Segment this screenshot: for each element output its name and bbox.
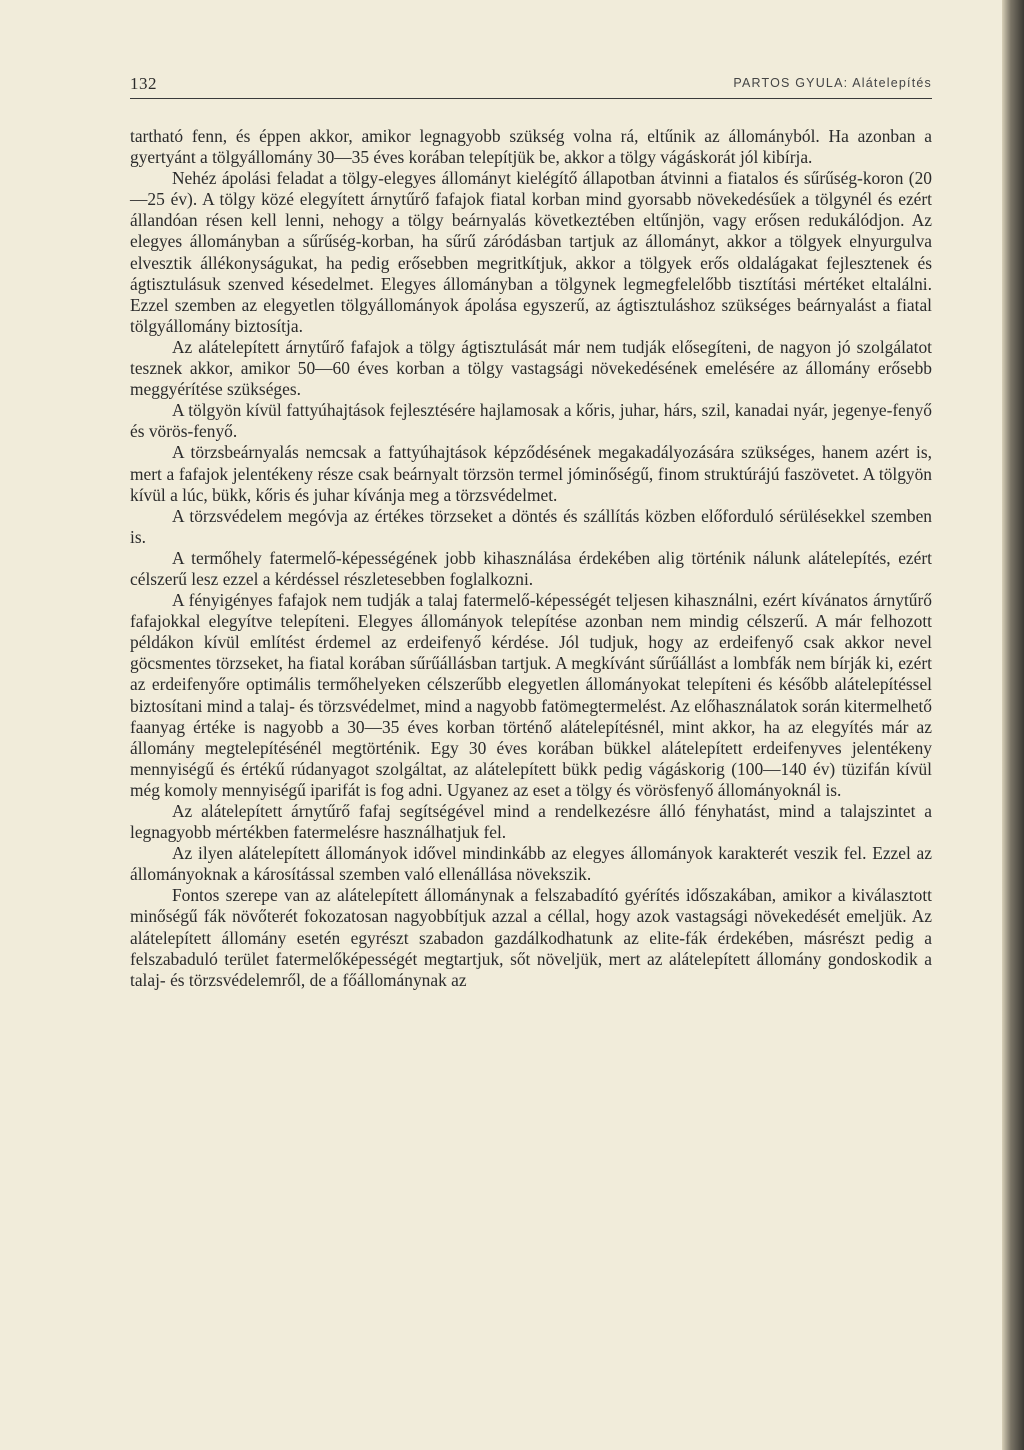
paragraph: A tölgyön kívül fattyúhajtások fejlesztésére hajlamosak a kőris, juhar, hárs, szil, kanadai nyár, jegenye-fenyő és vörös-fenyő. <box>130 400 932 442</box>
running-head: PARTOS GYULA: Alátelepítés <box>733 76 932 90</box>
paragraph: Az ilyen alátelepített állományok idővel mindinkább az elegyes állományok karakterét veszik fel. Ezzel az állományoknak a károsítással szemben való ellenállása növekszik. <box>130 843 932 885</box>
paragraph: Fontos szerepe van az alátelepített állománynak a felszabadító gyérítés időszakában, amikor a kiválasztott minőségű fák növőterét fokozatosan nagyobbítjuk azzal a céllal, hogy azok vastagsági növekedését emeljük. Az alátelepített állomány esetén egyrészt szabadon gazdálkodhatunk az elite-fák érdekében, másrészt pedig a felszabaduló terület fatermelőképességét megtartjuk, sőt növeljük, mert az alátelepített állomány gondoskodik a talaj- és törzsvédelemről, de a főállománynak az <box>130 885 932 990</box>
paragraph: A fényigényes fafajok nem tudják a talaj fatermelő-képességét teljesen kihasználni, ezért kívánatos árnytűrő fafajokkal elegyítve telepíteni. Elegyes állományok telepítése azonban nem mindig célszerű. A már felhozott példákon kívül említést érdemel az erdeifenyő kérdése. Jól tudjuk, hogy az erdeifenyő csak akkor nevel göcsmentes törzseket, ha fiatal korában sűrűállásban tartjuk. A megkívánt sűrűállást a lombfák nem bírják ki, ezért az erdeifenyőre optimális termőhelyeken célszerűbb elegyetlen állományokat telepíteni és később alátelepítéssel biztosítani mind a talaj- és törzsvédelmet, mind a nagyobb fatömegtermelést. Az előhasználatok során kitermelhető faanyag értéke is nagyobb a 30—35 éves korban történő alátelepítésnél, mint akkor, ha az elegyítés már az állomány megtelepítésénél megtörténik. Egy 30 éves korában bükkel alátelepített erdeifenyves jelentékeny mennyiségű és értékű rúdanyagot szolgáltat, az alátelepített bükk pedig vágáskorig (100—140 év) tüzifán kívül még komoly mennyiségű iparifát is fog adni. Ugyanez az eset a tölgy és vörösfenyő állományoknál is. <box>130 590 932 800</box>
page-edge-shadow <box>1002 0 1024 1450</box>
paragraph: Nehéz ápolási feladat a tölgy-elegyes állományt kielégítő állapotban átvinni a fiatalos és sűrűség-koron (20—25 év). A tölgy közé elegyített árnytűrő fafajok fiatal korban mind gyorsabb növekedésűek a tölgynél és ezért állandóan résen kell lenni, nehogy a tölgy beárnyalás következtében eltűnjön, vagy erősen redukálódjon. Az elegyes állományban a sűrűség-korban, ha sűrű záródásban tartjuk az állományt, akkor a tölgyek elnyurgulva elvesztik állékonyságukat, ha pedig erősebben megritkítjuk, akkor a tölgyek erős oldalágakat fejlesztenek és ágtisztulásuk szenved késedelmet. Elegyes állományban a tölgynek legmegfelelőbb tisztítási mértéket eltalálni. Ezzel szemben az elegyetlen tölgyállományok ápolása egyszerű, az ágtisztuláshoz szükséges beárnyalást a fiatal tölgyállomány biztosítja. <box>130 168 932 336</box>
paragraph: A termőhely fatermelő-képességének jobb kihasználása érdekében alig történik nálunk alátelepítés, ezért célszerű lesz ezzel a kérdéssel részletesebben foglalkozni. <box>130 547 932 589</box>
paragraph: A törzsvédelem megóvja az értékes törzseket a döntés és szállítás közben előforduló sérülésekkel szemben is. <box>130 505 932 547</box>
paragraph: Az alátelepített árnytűrő fafaj segítségével mind a rendelkezésre álló fényhatást, mind a talajszintet a legnagyobb mértékben fatermelésre használhatjuk fel. <box>130 801 932 843</box>
paragraph: tartható fenn, és éppen akkor, amikor legnagyobb szükség volna rá, eltűnik az állományból. Ha azonban a gyertyánt a tölgyállomány 30—35 éves korában telepítjük be, akkor a tölgy vágáskorát jól kibírja. <box>130 126 932 168</box>
paragraph: A törzsbeárnyalás nemcsak a fattyúhajtások képződésének megakadályozására szükséges, hanem azért is, mert a fafajok jelentékeny része csak beárnyalt törzsön termel jóminőségű, finom struktúrájú faszövetet. A tölgyön kívül a lúc, bükk, kőris és juhar kívánja meg a törzsvédelmet. <box>130 442 932 505</box>
body-text <box>130 126 932 991</box>
page-number: 132 <box>130 74 157 93</box>
paragraph: Az alátelepített árnytűrő fafajok a tölgy ágtisztulását már nem tudják elősegíteni, de nagyon jó szolgálatot tesznek akkor, amikor 50—60 éves korban a tölgy vastagsági növekedésének emelésére az állomány erősebb meggyérítése szükséges. <box>130 336 932 400</box>
page-header <box>130 72 932 99</box>
